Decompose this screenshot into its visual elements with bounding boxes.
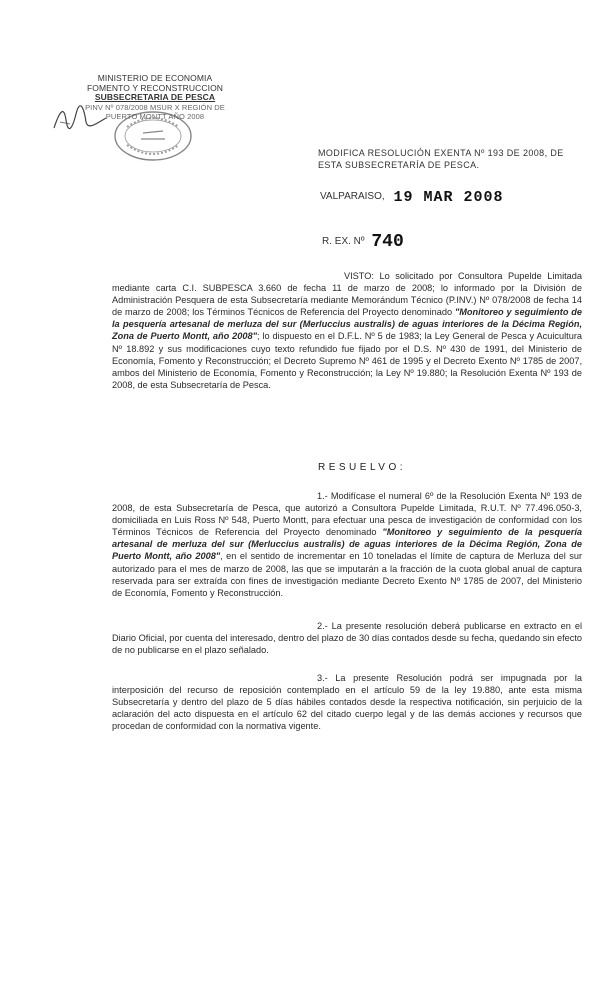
item-1-text-1: 1.- Modifícase el numeral 6º de la Resolución Exenta Nº 193 de 2008, de esta Subsecretaría de Pesca, que autorizó a Consultora Pupelde Limitada, R.U.T. Nº 77.496.050-3, domiciliada en Luis Ross Nº 548, Puerto Montt, para efectuar una pesca de investigación de conformidad con los Términos Técnicos de Referencia del Proyecto denominado bbox=[112, 491, 582, 538]
visto-paragraph bbox=[112, 270, 582, 391]
resolution-subject: MODIFICA RESOLUCIÓN EXENTA Nº 193 DE 2008, DE ESTA SUBSECRETARÍA DE PESCA. bbox=[318, 148, 564, 170]
visto-label: VISTO: bbox=[344, 271, 374, 281]
resolution-number-value: 740 bbox=[371, 232, 404, 252]
item-1-paragraph bbox=[112, 490, 582, 599]
item-2-text: 2.- La presente resolución deberá publicarse en extracto en el Diario Oficial, por cuenta del interesado, dentro del plazo de 30 días contados desde su fecha, quedando sin efecto de no publicarse en el plazo señalado. bbox=[112, 621, 582, 656]
date-stamp: 19 MAR 2008 bbox=[393, 189, 504, 206]
letterhead-ministry: MINISTERIO DE ECONOMIA bbox=[97, 73, 213, 83]
letterhead-reference: PINV Nº 078/2008 MSUR X REGIÓN DE bbox=[85, 102, 225, 112]
item-1-project-title: "Monitoreo y seguimiento de la pesquería artesanal de merluza del sur (Merluccius australis) de aguas interiores de la Décima Región, Zona de Puerto Montt, año 2008" bbox=[112, 527, 582, 562]
item-2-paragraph bbox=[112, 620, 582, 656]
letterhead-ministry-line2: FOMENTO Y RECONSTRUCCION bbox=[86, 82, 224, 93]
item-1-text-2: , en el sentido de incrementar en 10 toneladas el límite de captura de Merluza del sur autorizado para el mes de marzo de 2008, las que se imputarán a la fracción de la cuota global anual de captura reservada para ser extraída con fines de investigación mediante Decreto Exento Nº 1785 de 2007, del Ministerio de Economía, Fomento y Reconstrucción. bbox=[112, 551, 582, 598]
item-3-paragraph bbox=[112, 672, 582, 732]
item-3-text: 3.- La presente Resolución podrá ser impugnada por la interposición del recurso de reposición contemplado en el artículo 59 de la ley 19.880, ante esta misma Subsecretaría y dentro del plazo de 5 días hábiles contados desde la respectiva notificación, sin perjuicio de la aclaración del acto dispuesta en el artículo 62 del citado cuerpo legal y de las demás acciones y recursos que procedan de conformidad con la normativa vigente. bbox=[112, 673, 582, 732]
resuelvo-heading: RESUELVO: bbox=[318, 462, 406, 473]
letterhead-subsecretaria: SUBSECRETARIA DE PESCA bbox=[94, 92, 216, 102]
visto-text-1: Lo solicitado por Consultora Pupelde Limitada mediante carta C.I. SUBPESCA 3.660 de fecha 11 de marzo de 2008; lo informado por la División de Administración Pesquera de esta Subsecretaría mediante Memorándum Técnico (P.INV.) Nº 078/2008 de fecha 14 de marzo de 2008; los Términos Técnicos de Referencia del Proyecto denominado bbox=[112, 271, 582, 318]
visto-text-2: ; lo dispuesto en el D.F.L. Nº 5 de 1983; la Ley General de Pesca y Acuicultura Nº 18.892 y sus modificaciones cuyo texto refundido fue fijado por el D.S. Nº 430 de 1991, del Ministerio de Economía, Fomento y Reconstrucción; el Decreto Supremo Nº 461 de 1995 y el Decreto Exento Nº 1785 de 2007, ambos del Ministerio de Economía, Fomento y Reconstrucción; la Ley Nº 19.880; la Resolución Exenta Nº 193 de 2008, de esta Subsecretaría de Pesca. bbox=[112, 331, 582, 390]
handwritten-signature bbox=[50, 100, 110, 136]
official-seal-stamp bbox=[107, 107, 199, 165]
date-place: VALPARAISO, bbox=[320, 191, 385, 202]
letterhead-reference-line2: PUERTO MONTT AÑO 2008 bbox=[105, 112, 205, 121]
date-line bbox=[320, 189, 503, 206]
resolution-number bbox=[322, 232, 404, 252]
resolution-number-prefix: R. EX. Nº bbox=[322, 236, 365, 247]
visto-project-title: "Monitoreo y seguimiento de la pesquería artesanal de merluza del sur (Merluccius australis) de aguas interiores de la Décima Región, Zona de Puerto Montt, año 2008" bbox=[112, 307, 582, 342]
